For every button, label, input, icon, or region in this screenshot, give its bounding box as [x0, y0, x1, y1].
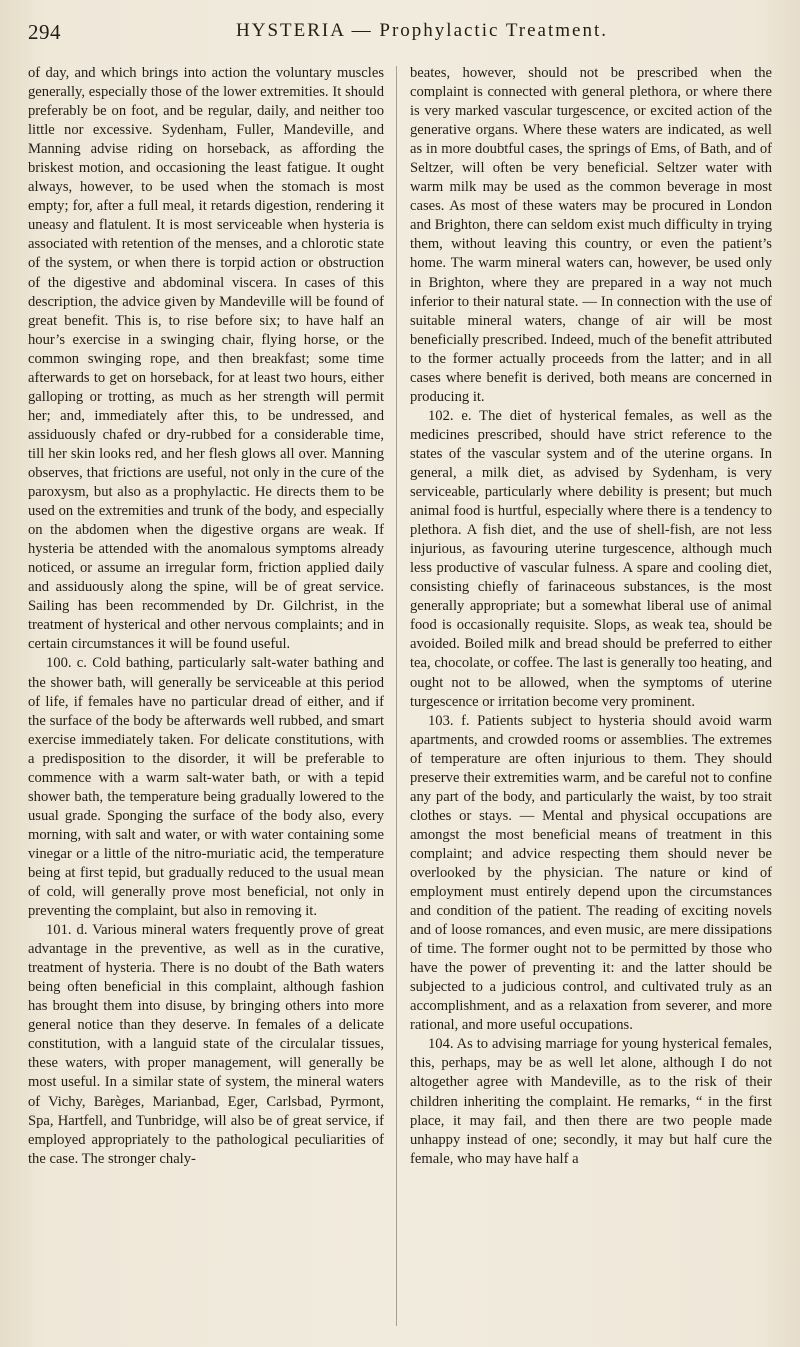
paragraph-103-patients: 103. f. Patients subject to hysteria should avoid warm apartments, and crowded rooms or assemblies. The extremes of temperature are often injurious to them. They should preserve their extremities warm, and be careful not to confine any part of the body, and particularly the waist, by too strait clothes or stays. — Mental and physical occupations are amongst the most beneficial means of treatment in this complaint; and advice respecting them should never be overlooked by the physician. The nature or kind of employment must entirely depend upon the circumstances and condition of the patient. The reading of exciting novels and of loose romances, and even music, are mere dissipations of time. The former ought not to be permitted by those who have the power of preventing it: and the latter should be subjected to a judicious control, and cultivated truly as an accomplishment, and as a relaxation from severer, and more rational, and more useful occupations.	[410, 712, 772, 1034]
paragraph-104-marriage: 104. As to advising marriage for young hysterical females, this, perhaps, may be as well let alone, although I do not altogether agree with Mandeville, as to the risk of their children inheriting the complaint. He remarks, “ in the first place, it may fail, and then there are two people made unhappy instead of one; secondly, it may but half cure the female, who may have half a	[410, 1036, 772, 1167]
paragraph-100-cold-bathing: 100. c. Cold bathing, particularly salt-water bathing and the shower bath, will generally be serviceable at this period of life, if females have no particular dread of either, and if the surface of the body be afterwards well rubbed, and smart exercise immediately taken. For delicate constitutions, with a predisposition to the disorder, it will be preferable to commence with a warm salt-water bath, or with a tepid shower bath, the temperature being gradually lowered to the usual grade. Sponging the surface of the body also, every morning, with salt and water, or with water containing some vinegar or a little of the nitro-muriatic acid, the temperature being at first tepid, but gradually reduced to the usual mean of cold, will generally prove most beneficial, not only in preventing the complaint, but also in removing it.	[28, 655, 384, 920]
column-divider	[396, 66, 397, 1326]
paragraph-continuation: of day, and which brings into action the voluntary muscles generally, especially those of the lower extremities. It should preferably be on foot, and be regular, daily, and neither too little nor excessive. Sydenham, Fuller, Mandeville, and Manning advise riding on horseback, as affording the briskest motion, and occasioning the least fatigue. It ought always, however, to be used when the stomach is most empty; for, after a full meal, it retards digestion, rendering it uneasy and flatulent. It is most serviceable when hysteria is associated with retention of the menses, and a chlorotic state of the system, or when there is torpid action or obstruction of the digestive and abdominal viscera. In cases of this description, the advice given by Mandeville will be found of great benefit. This is, to rise before six; to have half an hour’s exercise in a swinging chair, flying horse, or the common swinging rope, and then breakfast; some time afterwards to get on horseback, for at least two hours, either galloping or trotting, as much as her strength will permit her; and, immediately after this, to be undressed, and assiduously chafed or dry-rubbed for a considerable time, till her skin looks red, and her flesh glows all over. Manning observes, that frictions are useful, not only in the cure of the paroxysm, but also as a prophylactic. He directs them to be used on the extremities and trunk of the body, and especially on the abdomen when the digestive organs are weak. If hysteria be attended with the anomalous symptoms already noticed, or assume an irregular form, friction applied daily and assiduously along the spine, will be of great service. Sailing has been recommended by Dr. Gilchrist, in the treatment of hysterical and other nervous complaints; and in certain circumstances it will be found useful.	[28, 65, 384, 653]
left-column	[28, 64, 384, 1169]
paragraph-continuation-right: beates, however, should not be prescribed when the complaint is connected with general plethora, or where there is very marked vascular turgescence, or excited action of the generative organs. Where these waters are indicated, as well as in more doubtful cases, the springs of Ems, of Bath, and of Seltzer, will often be very beneficial. Seltzer water with warm milk may be used as the common beverage in most cases. As most of these waters may be procured in London and Brighton, there can seldom exist much difficulty in trying them, without leaving this country, or even the patient’s home. The warm mineral waters can, however, be used only in Brighton, where they are prepared in a way not much inferior to their natural state. — In connection with the use of suitable mineral waters, change of air will be most beneficially prescribed. Indeed, much of the benefit attributed to the former actually proceeds from the latter; and in all cases where benefit is derived, both means are concerned in producing it.	[410, 65, 772, 405]
paragraph-102-diet: 102. e. The diet of hysterical females, as well as the medicines prescribed, should have strict reference to the states of the vascular system and of the uterine organs. In general, a milk diet, as advised by Sydenham, is very serviceable, particularly where debility is present; but much animal food is hurtful, especially where there is a tendency to plethora. A fish diet, and the use of shell-fish, are not less injurious, as favouring uterine turgescence, although much less productive of vascular fulness. A spare and cooling diet, consisting chiefly of farinaceous substances, is the most generally appropriate; but a somewhat liberal use of animal food is occasionally requisite. Slops, as weak tea, should be avoided. Boiled milk and bread should be preferred to either tea, chocolate, or coffee. The last is generally too heating, and ought not to be allowed, when the symptoms of uterine turgescence or irritation become very prominent.	[410, 407, 772, 710]
paragraph-101-mineral-waters: 101. d. Various mineral waters frequently prove of great advantage in the preventive, as well as in the curative, treatment of hysteria. There is no doubt of the Bath waters being often beneficial in this complaint, although fashion has brought them into disuse, by bringing others into more general notice than they deserve. In females of a delicate constitution, with a languid state of the circulalar tissues, these waters, with proper management, will generally be most useful. In a similar state of system, the mineral waters of Vichy, Barèges, Marianbad, Eger, Carlsbad, Pyrmont, Spa, Hartfell, and Tunbridge, will also be of great service, if employed appropriately to the pathological peculiarities of the case. The stronger chaly-	[28, 922, 384, 1167]
page-header	[28, 20, 776, 60]
right-column	[410, 64, 772, 1169]
page-number: 294	[28, 20, 61, 44]
running-head: HYSTERIA — Prophylactic Treatment.	[236, 20, 608, 41]
